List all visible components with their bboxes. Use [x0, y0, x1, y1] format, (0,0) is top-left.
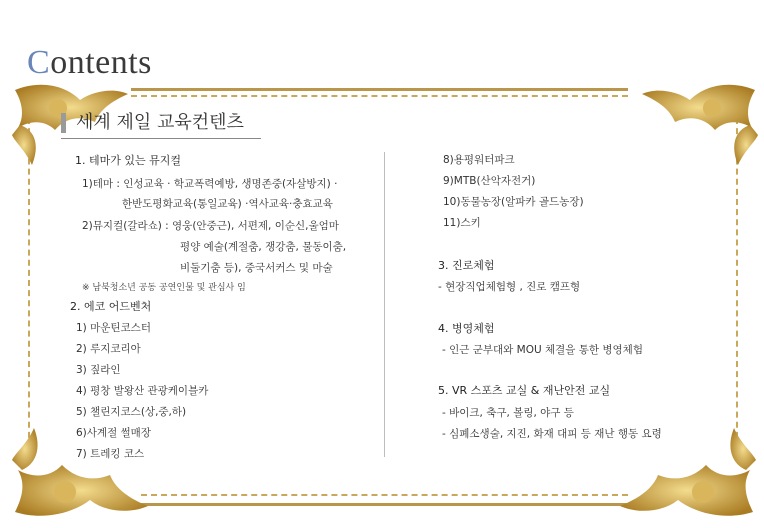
musical-gala-line3: 비둘기춤 등), 중국서커스 및 마술: [180, 262, 333, 274]
musical-note: ※ 남북청소년 공동 공연인물 및 관심사 임: [82, 283, 246, 293]
section-underline: [61, 138, 261, 139]
list-item: 6)사계절 썰매장: [76, 427, 151, 439]
heading-career-experience: 3. 진로체험: [438, 259, 495, 272]
heading-musical: 1. 테마가 있는 뮤지컬: [75, 154, 181, 167]
list-item: 2) 루지코리아: [76, 343, 141, 355]
frame-bottom-dashed: [141, 494, 628, 496]
career-experience-line: - 현장직업체험형 , 진로 캠프형: [438, 281, 581, 293]
frame-top-bar: [131, 88, 628, 91]
list-item: 8)용평워터파크: [443, 154, 515, 166]
musical-theme-line1: 1)테마 : 인성교육 · 학교폭력예방, 생명존중(자살방지) ·: [82, 178, 338, 190]
frame-bottom-bar: [141, 503, 628, 506]
list-item: 4) 평창 발왕산 관광케이블카: [76, 385, 209, 397]
heading-eco-adventure: 2. 에코 어드벤처: [70, 300, 152, 313]
frame-top-dashed: [131, 95, 628, 97]
title-rest: ontents: [50, 44, 152, 81]
list-item: 1) 마운틴코스터: [76, 322, 151, 334]
list-item: 5) 챌린지코스(상,중,하): [76, 406, 187, 418]
list-item: 3) 짚라인: [76, 364, 121, 376]
list-item: 11)스키: [443, 217, 481, 229]
list-item: 10)동물농장(알파카 골드농장): [443, 196, 584, 208]
title-initial: C: [27, 44, 51, 81]
heading-military-experience: 4. 병영체험: [438, 322, 495, 335]
vr-sports-line: - 바이크, 축구, 볼링, 야구 등: [442, 407, 574, 419]
musical-gala-line2: 평양 예술(계절춤, 쟁강춤, 물동이춤,: [180, 241, 347, 253]
disaster-safety-line: - 심폐소생술, 지진, 화재 대피 등 재난 행동 요령: [442, 428, 662, 440]
column-divider: [384, 152, 385, 457]
gold-ornament-top-right-icon: [640, 80, 760, 170]
list-item: 9)MTB(산악자전거): [443, 175, 536, 187]
page-title: [27, 44, 152, 82]
military-experience-line: - 인근 군부대와 MOU 체결을 통한 병영체험: [442, 344, 643, 356]
musical-theme-line2: 한반도평화교육(통일교육) ·역사교육·충효교육: [122, 198, 333, 210]
musical-gala-line1: 2)뮤지컬(갈라쇼) : 영웅(안중근), 서편제, 이순신,울엄마: [82, 220, 339, 232]
section-title: 세계 제일 교육컨텐츠: [61, 113, 244, 133]
list-item: 7) 트레킹 코스: [76, 448, 145, 460]
heading-vr-safety: 5. VR 스포츠 교실 & 재난안전 교실: [438, 384, 611, 397]
